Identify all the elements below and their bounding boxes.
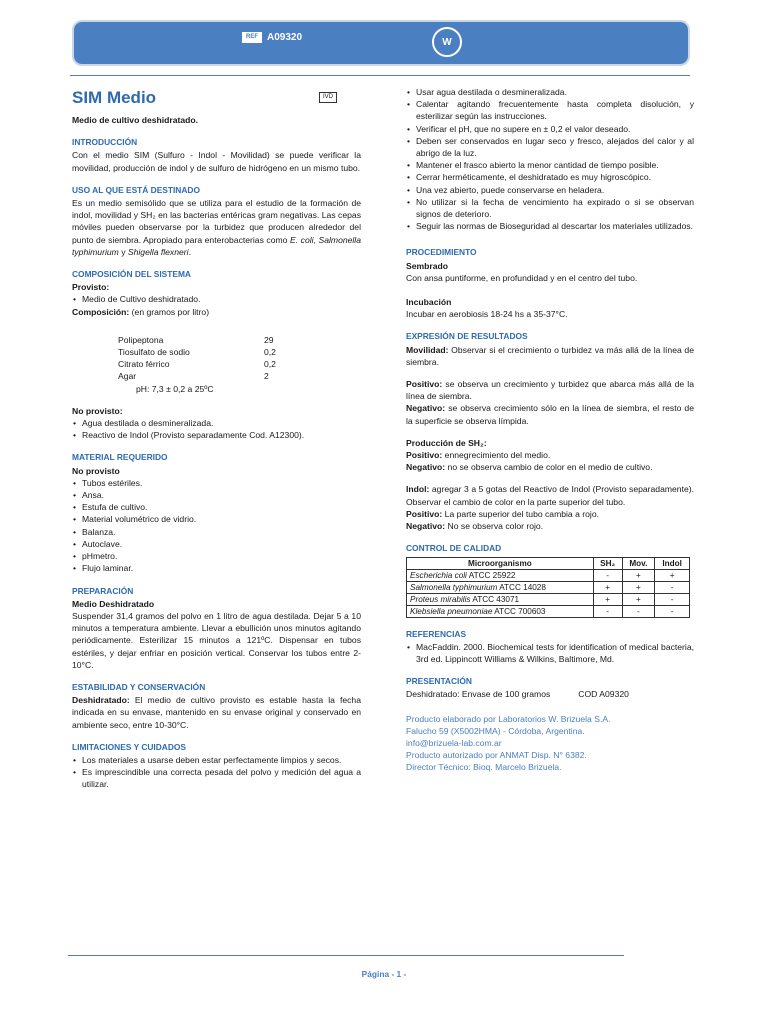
list-item: • Tubos estériles. <box>82 477 361 489</box>
positivo-movilidad: Positivo: se observa un crecimiento y turbidez que abarca más allá de la línea de siembra. <box>406 379 694 402</box>
col-header: Mov. <box>622 557 655 569</box>
company-logo <box>432 27 462 57</box>
mov-cell: - <box>622 605 655 617</box>
sh2-cell: + <box>593 593 622 605</box>
list-item: • Verificar el pH, que no supere en ± 0,2 el valor deseado. <box>416 123 694 135</box>
composicion-heading: COMPOSICIÓN DEL SISTEMA <box>72 269 191 280</box>
intro-text: Con el medio SIM (Sulfuro - Indol - Movilidad) se puede verificar la movilidad, producción de indol y de sulfuro de hidrógeno en un mismo tubo. <box>72 150 361 173</box>
ivd-badge: IVD <box>319 92 337 103</box>
procedimiento-heading: PROCEDIMIENTO <box>406 247 477 258</box>
positivo-sh2: Positivo: ennegrecimiento del medio. <box>406 450 551 461</box>
limitaciones-list <box>72 754 361 791</box>
page-title: SIM Medio <box>72 88 157 107</box>
movilidad-text: Movilidad: Observar si el crecimiento o turbidez va más allá de la línea de siembra. <box>406 344 694 367</box>
table-row <box>407 593 690 605</box>
list-item: • No utilizar si la fecha de vencimiento ha expirado o si se observan signos de deterioro. <box>416 196 694 220</box>
no-provisto-list <box>72 417 361 441</box>
cuidados-list <box>406 86 694 232</box>
list-item: • Mantener el frasco abierto la menor cantidad de tiempo posible. <box>416 159 694 171</box>
quality-control-table <box>406 557 690 618</box>
ref-tag: REF <box>242 32 262 43</box>
list-item: • Reactivo de Indol (Provisto separadamente Cod. A12300). <box>82 429 361 441</box>
sembrado-text: Con ansa puntiforme, en profundidad y en el centro del tubo. <box>406 272 638 283</box>
manufacturer-line: Producto autorizado por ANMAT Disp. N° 6382. <box>406 750 587 761</box>
header-divider <box>70 75 690 76</box>
list-item: • Flujo laminar. <box>82 562 361 574</box>
resultados-heading: EXPRESIÓN DE RESULTADOS <box>406 331 528 342</box>
composition-row: Agar 2 <box>118 371 269 382</box>
indol-text: Indol: agregar 3 a 5 gotas del Reactivo de Indol (Provisto separadamente). Observar el cambio de color en la parte superior del tubo. <box>406 484 694 507</box>
composition-table <box>118 334 278 395</box>
footer-divider <box>68 955 624 956</box>
manufacturer-line: Falucho 59 (X5002HMA) - Córdoba, Argentina. <box>406 725 585 736</box>
positivo-indol: Positivo: La parte superior del tubo cambia a rojo. <box>406 508 599 519</box>
sh2-cell: + <box>593 581 622 593</box>
list-item: • MacFaddin. 2000. Biochemical tests for identification of medical bacteria, 3rd ed. Lippincott Williams & Wilkins, Baltimore, Md. <box>416 641 694 665</box>
right-column <box>406 86 694 774</box>
organism-cell: Escherichia coli ATCC 25922 <box>407 569 594 581</box>
col-header: SH₂ <box>593 557 622 569</box>
material-label: No provisto <box>72 465 120 476</box>
uso-heading: USO AL QUE ESTÁ DESTINADO <box>72 184 200 195</box>
page-number: Página - 1 - <box>361 969 407 979</box>
list-item: • pHmetro. <box>82 550 361 562</box>
preparacion-heading: PREPARACIÓN <box>72 585 134 596</box>
table-row <box>407 581 690 593</box>
material-list <box>72 477 361 575</box>
list-item: • Balanza. <box>82 526 361 538</box>
estabilidad-heading: ESTABILIDAD Y CONSERVACIÓN <box>72 681 206 692</box>
list-item: • Medio de Cultivo deshidratado. <box>82 293 361 305</box>
manufacturer-email: info@brizuela-lab.com.ar <box>406 737 502 748</box>
incubacion-text: Incubar en aerobiosis 18-24 hs a 35-37°C. <box>406 309 568 320</box>
organism-cell: Salmonella typhimurium ATCC 14028 <box>407 581 594 593</box>
list-item: • Deben ser conservados en lugar seco y fresco, alejados del calor y al abrigo de la luz. <box>416 135 694 159</box>
indol-cell: - <box>655 593 690 605</box>
referencias-list <box>406 641 694 665</box>
composition-row: Tiosulfato de sodio 0,2 <box>118 347 276 358</box>
estabilidad-text: Deshidratado: El medio de cultivo provisto es estable hasta la fecha indicada en su envase, mantenido en su envase original y conservado en ambiente seco, entre 10-30°C. <box>72 695 361 730</box>
provisto-list <box>72 293 361 305</box>
sh2-cell: - <box>593 605 622 617</box>
manufacturer-line: Director Técnico: Bioq. Marcelo Brizuela. <box>406 762 562 773</box>
composicion-label: Composición: (en gramos por litro) <box>72 306 210 317</box>
sh2-cell: - <box>593 569 622 581</box>
manufacturer-info <box>406 713 694 774</box>
subtitle: Medio de cultivo deshidratado. <box>72 115 199 125</box>
presentacion-text: Deshidratado: Envase de 100 gramos COD A09320 <box>406 689 629 700</box>
preparacion-label: Medio Deshidratado <box>72 598 155 609</box>
indol-cell: - <box>655 605 690 617</box>
provisto-label: Provisto: <box>72 282 110 293</box>
table-row <box>407 605 690 617</box>
table-row <box>407 569 690 581</box>
product-code: A09320 <box>267 32 303 43</box>
list-item: • Usar agua destilada o desmineralizada. <box>416 86 694 98</box>
calidad-heading: CONTROL DE CALIDAD <box>406 543 502 554</box>
list-item: • Material volumétrico de vidrio. <box>82 513 361 525</box>
uso-text: Es un medio semisólido que se utiliza para el estudio de la formación de indol, movilidad y SH₂ en las bacterias entéricas gram negativas. Las cepas móviles pueden observarse por la turbidez que producen alrededor del punto de siembra. Apropiado para enterobacterias como E. coli, Salmonella typhimurium y Shigella flexneri. <box>72 198 361 257</box>
ph-value: pH: 7,3 ± 0,2 a 25ºC <box>136 383 214 394</box>
sh2-label: Producción de SH₂: <box>406 437 487 448</box>
indol-cell: - <box>655 581 690 593</box>
intro-heading: INTRODUCCIÓN <box>72 137 138 148</box>
list-item: • Seguir las normas de Bioseguridad al descartar los materiales utilizados. <box>416 220 694 232</box>
incubacion-label: Incubación <box>406 297 452 308</box>
organism-cell: Proteus mirabilis ATCC 43071 <box>407 593 594 605</box>
list-item: • Autoclave. <box>82 538 361 550</box>
list-item: • Ansa. <box>82 489 361 501</box>
logo-letter: W <box>442 36 452 48</box>
list-item: • Los materiales a usarse deben estar perfectamente limpios y secos. <box>82 754 361 766</box>
indol-cell: + <box>655 569 690 581</box>
limitaciones-heading: LIMITACIONES Y CUIDADOS <box>72 741 187 752</box>
col-header: Microorganismo <box>407 557 594 569</box>
left-column <box>72 84 361 791</box>
sembrado-label: Sembrado <box>406 260 449 271</box>
composition-row: Polipeptona 29 <box>118 334 274 345</box>
table-header-row <box>407 557 690 569</box>
list-item: • Agua destilada o desmineralizada. <box>82 417 361 429</box>
preparacion-text: Suspender 31,4 gramos del polvo en 1 litro de agua destilada. Dejar 5 a 10 minutos a temperatura ambiente. Llevar a ebullición unos minutos agitando periódicamente. Esterilizar 15 minutos a 121ºC. Dispensar en tubos estériles, y dejar enfriar en posición vertical. Conservar los tubos entre 2-10°C. <box>72 610 361 670</box>
list-item: • Calentar agitando frecuentemente hasta completa disolución, y esterilizar según las instrucciones. <box>416 98 694 122</box>
negativo-movilidad: Negativo: se observa crecimiento sólo en la línea de siembra, el resto de la superficie se observa límpida. <box>406 403 694 426</box>
referencias-heading: REFERENCIAS <box>406 628 467 639</box>
negativo-sh2: Negativo: no se observa cambio de color en el medio de cultivo. <box>406 462 653 473</box>
list-item: • Estufa de cultivo. <box>82 501 361 513</box>
negativo-indol: Negativo: No se observa color rojo. <box>406 521 544 532</box>
mov-cell: + <box>622 569 655 581</box>
manufacturer-line: Producto elaborado por Laboratorios W. Brizuela S.A. <box>406 713 611 724</box>
product-ref <box>242 32 302 43</box>
list-item: • Es imprescindible una correcta pesada del polvo y medición del agua a utilizar. <box>82 766 361 790</box>
composition-row: Citrato férrico 0,2 <box>118 359 276 370</box>
presentacion-heading: PRESENTACIÓN <box>406 676 472 687</box>
list-item: • Una vez abierto, puede conservarse en heladera. <box>416 184 694 196</box>
header-banner <box>74 22 688 64</box>
material-heading: MATERIAL REQUERIDO <box>72 452 168 463</box>
organism-cell: Klebsiella pneumoniae ATCC 700603 <box>407 605 594 617</box>
mov-cell: + <box>622 593 655 605</box>
col-header: Indol <box>655 557 690 569</box>
list-item: • Cerrar herméticamente, el deshidratado es muy higroscópico. <box>416 171 694 183</box>
no-provisto-label: No provisto: <box>72 405 123 416</box>
mov-cell: + <box>622 581 655 593</box>
